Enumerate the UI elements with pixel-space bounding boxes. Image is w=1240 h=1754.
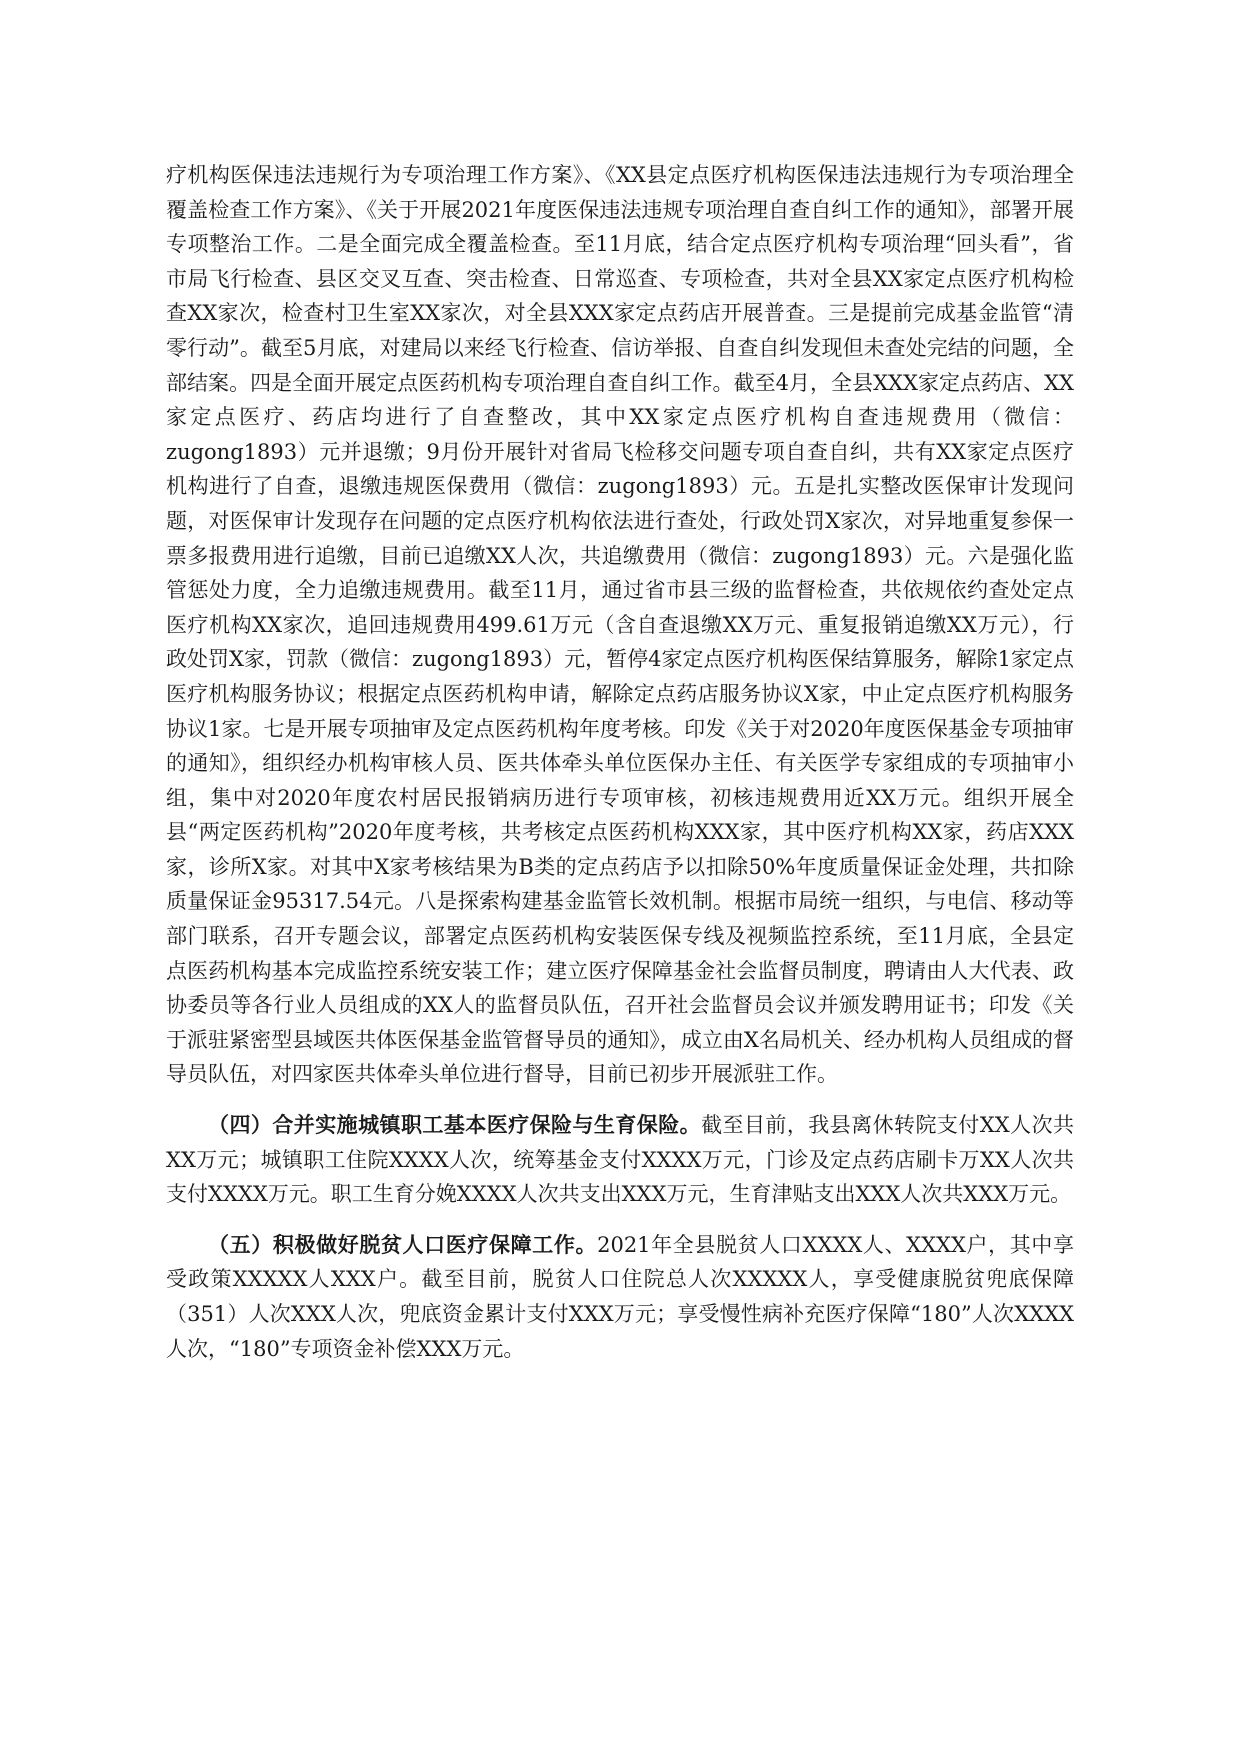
section-heading: （五）积极做好脱贫人口医疗保障工作。 (208, 1231, 598, 1257)
paragraph-text: 2021年全县脱贫人口XXXX人、XXXX户，其中享受政策XXXXX人XXX户。截至目前，脱贫人口住院总人次XXXXX人，享受健康脱贫兜底保障（351）人次XXX人次，兜底资金累计支付XXX万元；享受慢性病补充医疗保障“180”人次XXXX人次，“180”专项资金补偿XXX万元。 (166, 1232, 1074, 1361)
paragraph-text: 截至目前，我县离休转院支付XX人次共XX万元；城镇职工住院XXXX人次，统筹基金支付XXXX万元，门诊及定点药店刷卡万XX人次共支付XXXX万元。职工生育分娩XXXX人次共支出XXX万元，生育津贴支出XXX人次共XXX万元。 (166, 1113, 1075, 1207)
paragraph-section-four (166, 1108, 1074, 1212)
paragraph-section-five (166, 1228, 1074, 1366)
paragraph-supervision-work (166, 158, 1074, 1092)
paragraph-text: 疗机构医保违法违规行为专项治理工作方案》、《XX县定点医疗机构医保违法违规行为专项治理全覆盖检查工作方案》、《关于开展2021年度医保违法违规专项治理自查自纠工作的通知》，部署开展专项整治工作。二是全面完成全覆盖检查。至11月底，结合定点医疗机构专项治理“回头看”，省市局飞行检查、县区交叉互查、突击检查、日常巡查、专项检查，共对全县XX家定点医疗机构检查XX家次，检查村卫生室XX家次，对全县XXX家定点药店开展普查。三是提前完成基金监管“清零行动”。截至5月底，对建局以来经飞行检查、信访举报、自查自纠发现但未查处完结的问题，全部结案。四是全面开展定点医药机构专项治理自查自纠工作。截至4月，全县XXX家定点药店、XX家定点医疗、药店均进行了自查整改，其中XX家定点医疗机构自查违规费用（微信：zugong1893）元并退缴；9月份开展针对省局飞检移交问题专项自查自纠，共有XX家定点医疗机构进行了自查，退缴违规医保费用（微信：zugong1893）元。五是扎实整改医保审计发现问题，对医保审计发现存在问题的定点医疗机构依法进行查处，行政处罚X家次，对异地重复参保一票多报费用进行追缴，目前已追缴XX人次，共追缴费用（微信：zugong1893）元。六是强化监管惩处力度，全力追缴违规费用。截至11月，通过省市县三级的监督检查，共依规依约查处定点医疗机构XX家次，追回违规费用499.61万元（含自查退缴XX万元、重复报销追缴XX万元），行政处罚X家，罚款（微信：zugong1893）元，暂停4家定点医疗机构医保结算服务，解除1家定点医疗机构服务协议；根据定点医药机构申请，解除定点药店服务协议X家，中止定点医疗机构服务协议1家。七是开展专项抽审及定点医药机构年度考核。印发《关于对2020年度医保基金专项抽审的通知》，组织经办机构审核人员、医共体牵头单位医保办主任、有关医学专家组成的专项抽审小组，集中对2020年度农村居民报销病历进行专项审核，初核违规费用近XX万元。组织开展全县“两定医药机构”2020年度考核，共考核定点医药机构XXX家，其中医疗机构XX家，药店XXX家，诊所X家。对其中X家考核结果为B类的定点药店予以扣除50%年度质量保证金处理，共扣除质量保证金95317.54元。八是探索构建基金监管长效机制。根据市局统一组织，与电信、移动等部门联系，召开专题会议，部署定点医药机构安装医保专线及视频监控系统，至11月底，全县定点医药机构基本完成监控系统安装工作；建立医疗保障基金社会监督员制度，聘请由人大代表、政协委员等各行业人员组成的XX人的监督员队伍，召开社会监督员会议并颁发聘用证书；印发《关于派驻紧密型县域医共体医保基金监管督导员的通知》，成立由X名局机关、经办机构人员组成的督导员队伍，对四家医共体牵头单位进行督导，目前已初步开展派驻工作。 (166, 163, 1074, 1087)
section-heading: （四）合并实施城镇职工基本医疗保险与生育保险。 (208, 1112, 702, 1138)
document-body (166, 158, 1074, 1366)
